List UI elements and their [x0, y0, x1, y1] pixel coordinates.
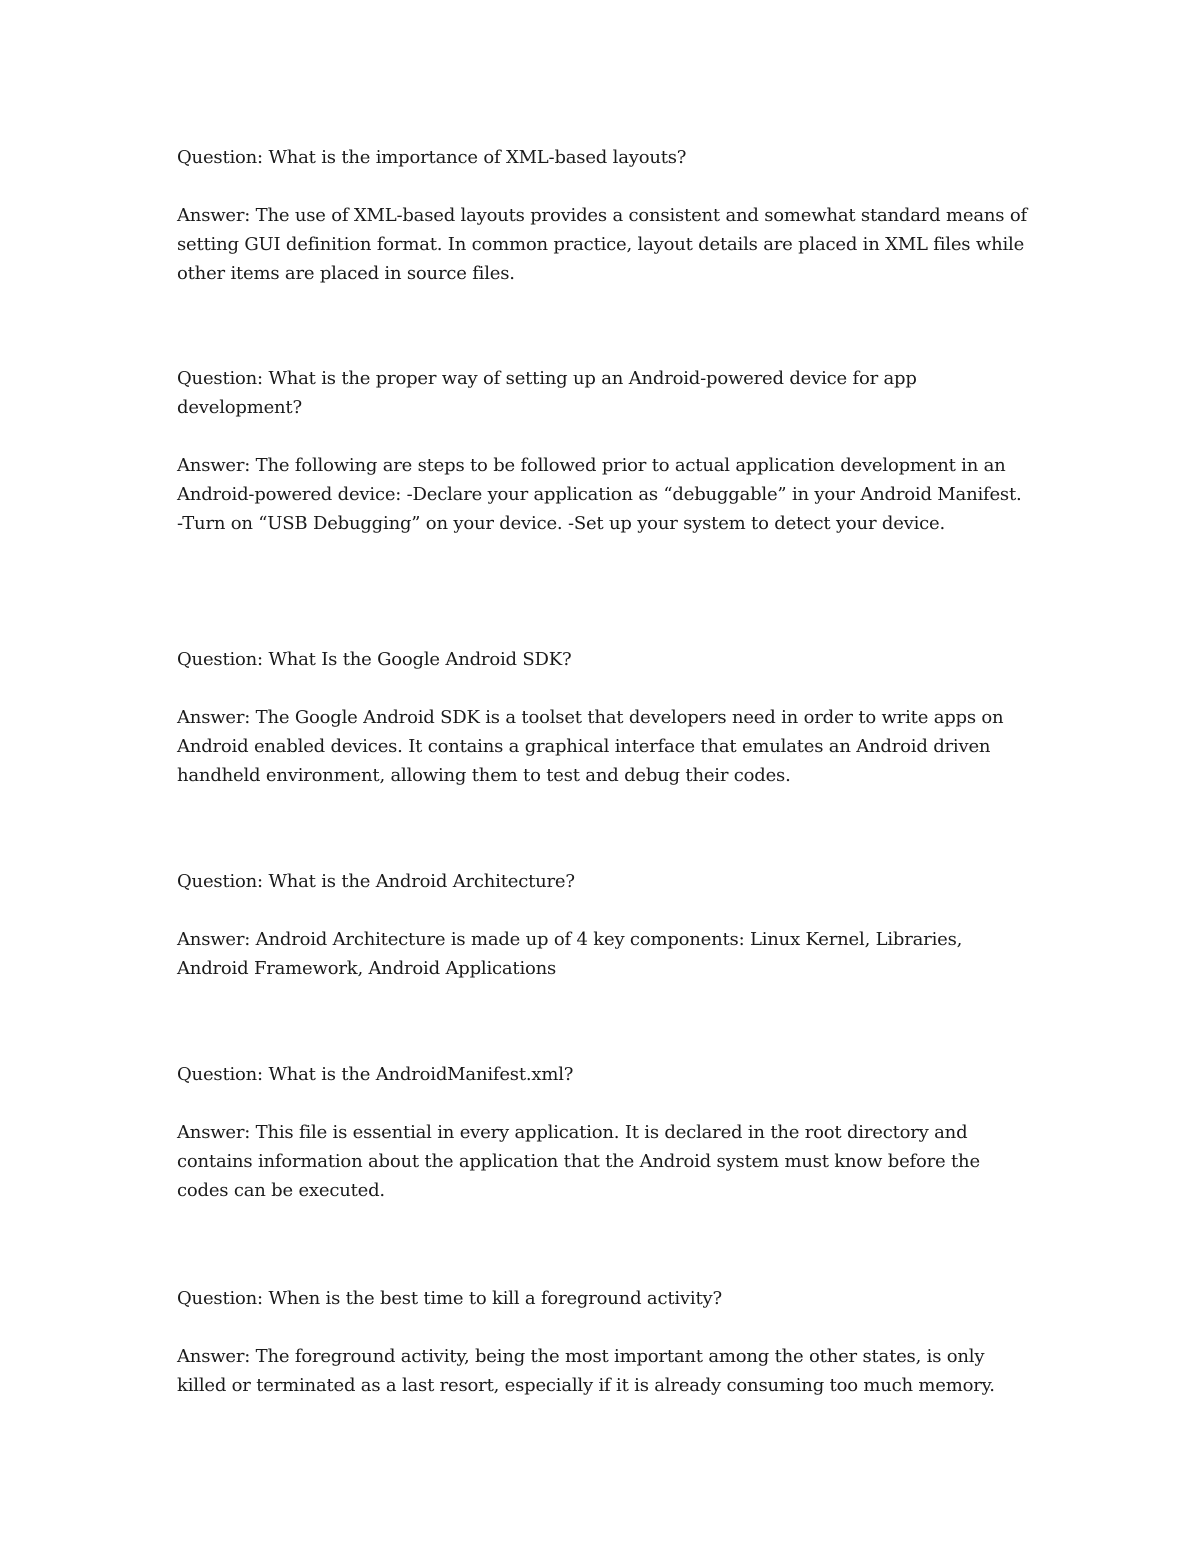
question-text: Question: What is the AndroidManifest.xml? — [177, 1064, 574, 1085]
question-text: Question: What is the importance of XML-based layouts? — [177, 147, 687, 168]
answer-text: Answer: The following are steps to be followed prior to actual application development in an Android-powered device: -Declare your application as “debuggable” in your Android Manifest. -Turn on “USB Debugging” on your device. -Set up your system to detect your device. — [177, 455, 1022, 534]
qa-block — [177, 1060, 1027, 1205]
answer-text: Answer: This file is essential in every application. It is declared in the root directory and contains information about the application that the Android system must know before the codes can be executed. — [177, 1122, 980, 1201]
question-text: Question: What is the proper way of setting up an Android-powered device for app development? — [177, 368, 917, 418]
answer-text: Answer: The Google Android SDK is a toolset that developers need in order to write apps on Android enabled devices. It contains a graphical interface that emulates an Android driven handheld environment, allowing them to test and debug their codes. — [177, 707, 1004, 786]
question-text: Question: What is the Android Architecture? — [177, 871, 575, 892]
answer-text: Answer: The use of XML-based layouts provides a consistent and somewhat standard means of setting GUI definition format. In common practice, layout details are placed in XML files while other items are placed in source files. — [177, 205, 1027, 284]
qa-block — [177, 867, 1027, 983]
qa-block — [177, 1284, 1027, 1400]
question-text: Question: When is the best time to kill a foreground activity? — [177, 1288, 722, 1309]
question-text: Question: What Is the Google Android SDK? — [177, 649, 572, 670]
qa-block — [177, 143, 1027, 288]
answer-text: Answer: Android Architecture is made up of 4 key components: Linux Kernel, Libraries, Android Framework, Android Applications — [177, 929, 963, 979]
answer-text: Answer: The foreground activity, being the most important among the other states, is only killed or terminated as a last resort, especially if it is already consuming too much memory. — [177, 1346, 995, 1396]
qa-block — [177, 364, 1027, 538]
qa-block — [177, 645, 1027, 790]
